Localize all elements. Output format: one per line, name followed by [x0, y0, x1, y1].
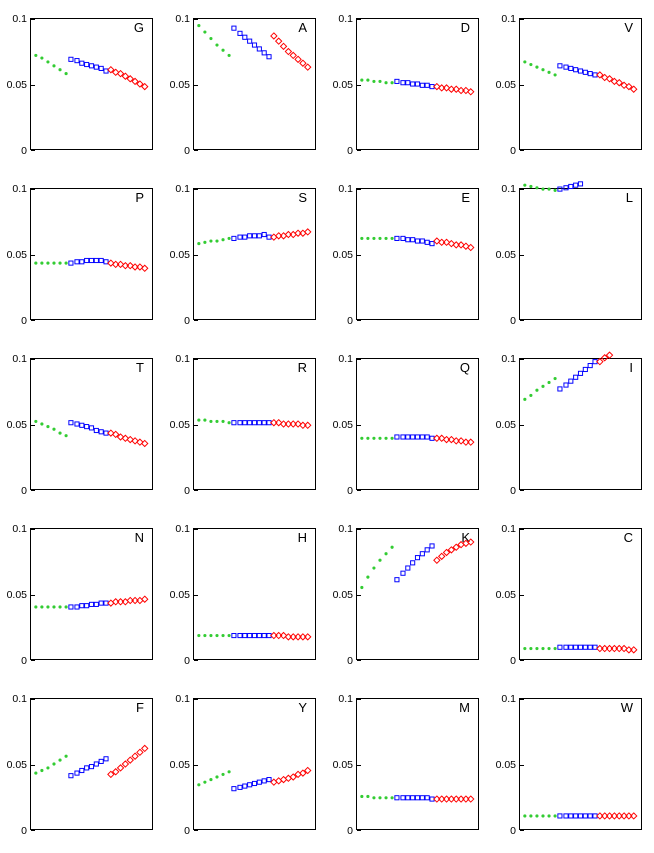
y-tick-label: 0.1: [338, 523, 353, 535]
y-tick-mark: [194, 660, 198, 661]
y-tick-label: 0.1: [175, 353, 190, 365]
y-tick-label: 0.1: [338, 183, 353, 195]
y-tick-label: 0.05: [495, 589, 516, 601]
panel-title: D: [460, 20, 470, 35]
panel-title: P: [135, 190, 144, 205]
panel-title: R: [297, 360, 307, 375]
panel-cell: [489, 0, 652, 170]
y-tick-label: 0: [21, 315, 27, 327]
panel-cell: [0, 340, 163, 510]
panel-cell: [489, 340, 652, 510]
y-tick-mark: [520, 320, 524, 321]
panel-cell: [489, 170, 652, 340]
y-tick-label: 0.05: [332, 759, 353, 771]
y-tick-mark: [194, 490, 198, 491]
panel-axes: [332, 353, 479, 497]
y-tick-mark: [194, 150, 198, 151]
panel-title: Q: [459, 360, 470, 375]
y-tick-label: 0.1: [175, 693, 190, 705]
panel-axes: [495, 13, 642, 157]
panel-title: C: [623, 530, 633, 545]
y-tick-label: 0.1: [501, 693, 516, 705]
y-tick-label: 0.1: [175, 183, 190, 195]
y-tick-mark: [520, 660, 524, 661]
panel-title: K: [461, 530, 470, 545]
panel-cell: [326, 680, 489, 850]
y-tick-label: 0.1: [12, 183, 27, 195]
panel-axes: [169, 183, 316, 327]
panel-axes: [6, 523, 153, 667]
y-tick-label: 0: [347, 315, 353, 327]
panel-cell: [163, 340, 326, 510]
panel-axes: [495, 183, 642, 327]
y-tick-label: 0.05: [169, 589, 190, 601]
y-tick-label: 0.1: [338, 693, 353, 705]
y-tick-label: 0.05: [6, 79, 27, 91]
panel-title: S: [298, 190, 307, 205]
panel-title: I: [629, 360, 633, 375]
panel-cell: [163, 680, 326, 850]
panel-title: E: [461, 190, 470, 205]
panel-axes: [332, 693, 479, 837]
y-tick-mark: [357, 660, 361, 661]
y-tick-label: 0.1: [501, 13, 516, 25]
panel-title: V: [624, 20, 633, 35]
panel-title: N: [134, 530, 144, 545]
y-tick-label: 0: [510, 145, 516, 157]
y-tick-label: 0: [347, 485, 353, 497]
y-tick-label: 0.1: [175, 13, 190, 25]
panel-axes: [6, 183, 153, 327]
y-tick-mark: [357, 490, 361, 491]
y-tick-label: 0.1: [175, 523, 190, 535]
y-tick-label: 0: [184, 315, 190, 327]
y-tick-mark: [357, 320, 361, 321]
panel-cell: [489, 510, 652, 680]
y-tick-label: 0: [510, 825, 516, 837]
y-tick-label: 0: [184, 825, 190, 837]
y-tick-label: 0.05: [332, 589, 353, 601]
panel-axes: [6, 13, 153, 157]
y-tick-label: 0.05: [6, 419, 27, 431]
y-tick-label: 0.1: [338, 353, 353, 365]
panel-title: H: [297, 530, 307, 545]
panel-title: A: [298, 20, 307, 35]
panel-axes: [332, 13, 479, 157]
y-tick-label: 0: [184, 145, 190, 157]
y-tick-label: 0.05: [495, 759, 516, 771]
y-tick-label: 0: [21, 145, 27, 157]
y-tick-mark: [31, 320, 35, 321]
y-tick-label: 0.05: [169, 759, 190, 771]
y-tick-label: 0.1: [501, 353, 516, 365]
panel-title: L: [625, 190, 633, 205]
panel-title: T: [136, 360, 144, 375]
panel-cell: [0, 510, 163, 680]
y-tick-mark: [194, 830, 198, 831]
panel-axes: [495, 523, 642, 667]
panel-title: G: [133, 20, 144, 35]
y-tick-label: 0.05: [6, 249, 27, 261]
y-tick-label: 0.05: [495, 419, 516, 431]
panel-cell: [326, 510, 489, 680]
y-tick-label: 0: [21, 485, 27, 497]
y-tick-label: 0.1: [501, 183, 516, 195]
panel-cell: [0, 680, 163, 850]
y-tick-label: 0: [184, 485, 190, 497]
y-tick-label: 0.05: [169, 79, 190, 91]
panel-title: F: [136, 700, 144, 715]
y-tick-label: 0: [347, 145, 353, 157]
y-tick-label: 0.1: [12, 693, 27, 705]
panel-cell: [163, 170, 326, 340]
y-tick-mark: [31, 490, 35, 491]
panel-axes: [6, 693, 153, 837]
y-tick-label: 0: [347, 825, 353, 837]
panel-title: Y: [298, 700, 307, 715]
y-tick-label: 0.1: [338, 13, 353, 25]
panel-cell: [326, 0, 489, 170]
y-tick-mark: [520, 150, 524, 151]
panel-title: M: [459, 700, 470, 715]
panel-cell: [163, 0, 326, 170]
y-tick-label: 0.1: [12, 13, 27, 25]
y-tick-label: 0: [347, 655, 353, 667]
y-tick-label: 0.05: [332, 249, 353, 261]
y-tick-mark: [357, 830, 361, 831]
y-tick-label: 0.05: [6, 589, 27, 601]
y-tick-mark: [31, 150, 35, 151]
y-tick-label: 0.05: [332, 79, 353, 91]
panel-axes: [495, 693, 642, 837]
y-tick-label: 0.1: [501, 523, 516, 535]
panel-cell: [0, 0, 163, 170]
y-tick-label: 0: [21, 655, 27, 667]
panel-cell: [0, 170, 163, 340]
y-tick-mark: [520, 830, 524, 831]
y-tick-label: 0.1: [12, 353, 27, 365]
y-tick-label: 0: [510, 655, 516, 667]
panel-cell: [326, 170, 489, 340]
panel-axes: [169, 693, 316, 837]
y-tick-label: 0.05: [495, 249, 516, 261]
panel-cell: [163, 510, 326, 680]
panel-axes: [6, 353, 153, 497]
panel-axes: [332, 183, 479, 327]
y-tick-mark: [194, 320, 198, 321]
y-tick-label: 0.05: [332, 419, 353, 431]
panel-axes: [495, 353, 642, 497]
y-tick-label: 0: [184, 655, 190, 667]
y-tick-mark: [357, 150, 361, 151]
y-tick-mark: [31, 660, 35, 661]
panel-cell: [326, 340, 489, 510]
panel-axes: [169, 353, 316, 497]
y-tick-label: 0.05: [6, 759, 27, 771]
panel-title: W: [620, 700, 633, 715]
y-tick-label: 0.05: [169, 249, 190, 261]
y-tick-label: 0.1: [12, 523, 27, 535]
y-tick-mark: [520, 490, 524, 491]
y-tick-label: 0.05: [495, 79, 516, 91]
y-tick-label: 0: [510, 485, 516, 497]
panel-axes: [332, 523, 479, 667]
panel-axes: [169, 13, 316, 157]
y-tick-label: 0: [510, 315, 516, 327]
panel-cell: [489, 680, 652, 850]
y-tick-mark: [31, 830, 35, 831]
panel-axes: [169, 523, 316, 667]
y-tick-label: 0: [21, 825, 27, 837]
y-tick-label: 0.05: [169, 419, 190, 431]
